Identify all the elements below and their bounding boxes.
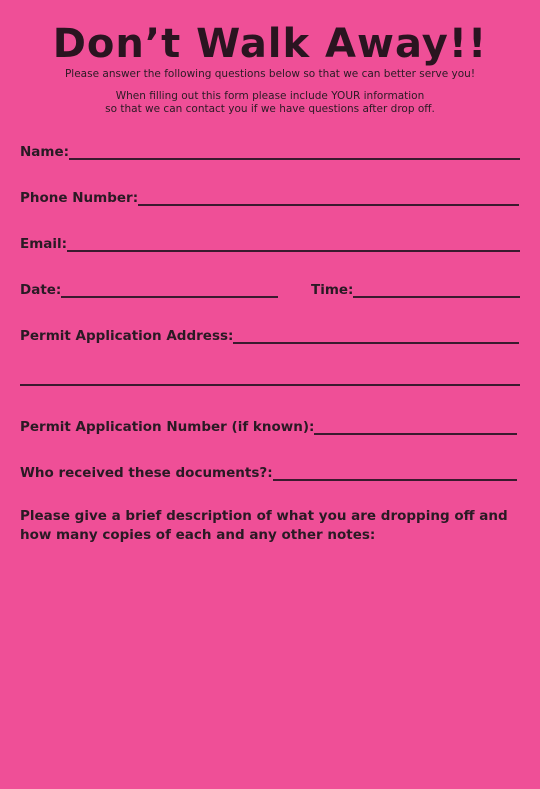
- phone-field[interactable]: [138, 190, 519, 206]
- received-by-label: Who received these documents?:: [20, 465, 273, 481]
- permit-address-field-line-2[interactable]: [20, 384, 520, 386]
- phone-label: Phone Number:: [20, 190, 139, 206]
- time-field[interactable]: [353, 282, 520, 298]
- email-row: [20, 232, 520, 252]
- received-by-row: [20, 461, 517, 481]
- name-field[interactable]: [69, 144, 520, 160]
- name-row: [20, 140, 520, 160]
- description-prompt: Please give a brief description of what you are dropping off and how many copies of each and any other notes:: [20, 508, 508, 543]
- form-subtitle: Please answer the following questions below so that we can better serve you!: [64, 68, 476, 80]
- received-by-field[interactable]: [273, 465, 517, 481]
- permit-number-row: [20, 415, 517, 435]
- permit-number-label: Permit Application Number (if known):: [20, 419, 315, 435]
- form-instructions: [0, 90, 540, 116]
- email-label: Email:: [20, 236, 68, 252]
- permit-address-row: [20, 324, 519, 344]
- instructions-line-2: so that we can contact you if we have questions after drop off.: [105, 103, 435, 115]
- permit-address-field[interactable]: [233, 328, 519, 344]
- form-title: Don’t Walk Away!!: [52, 21, 488, 67]
- name-label: Name:: [20, 144, 70, 160]
- date-field[interactable]: [61, 282, 278, 298]
- date-label: Date:: [20, 282, 62, 298]
- time-label: Time:: [311, 282, 354, 298]
- time-row: [311, 278, 520, 298]
- permit-address-label: Permit Application Address:: [20, 328, 234, 344]
- email-field[interactable]: [67, 236, 520, 252]
- phone-row: [20, 186, 519, 206]
- permit-number-field[interactable]: [314, 419, 517, 435]
- instructions-line-1: When filling out this form please include YOUR information: [115, 90, 425, 102]
- date-row: [20, 278, 278, 298]
